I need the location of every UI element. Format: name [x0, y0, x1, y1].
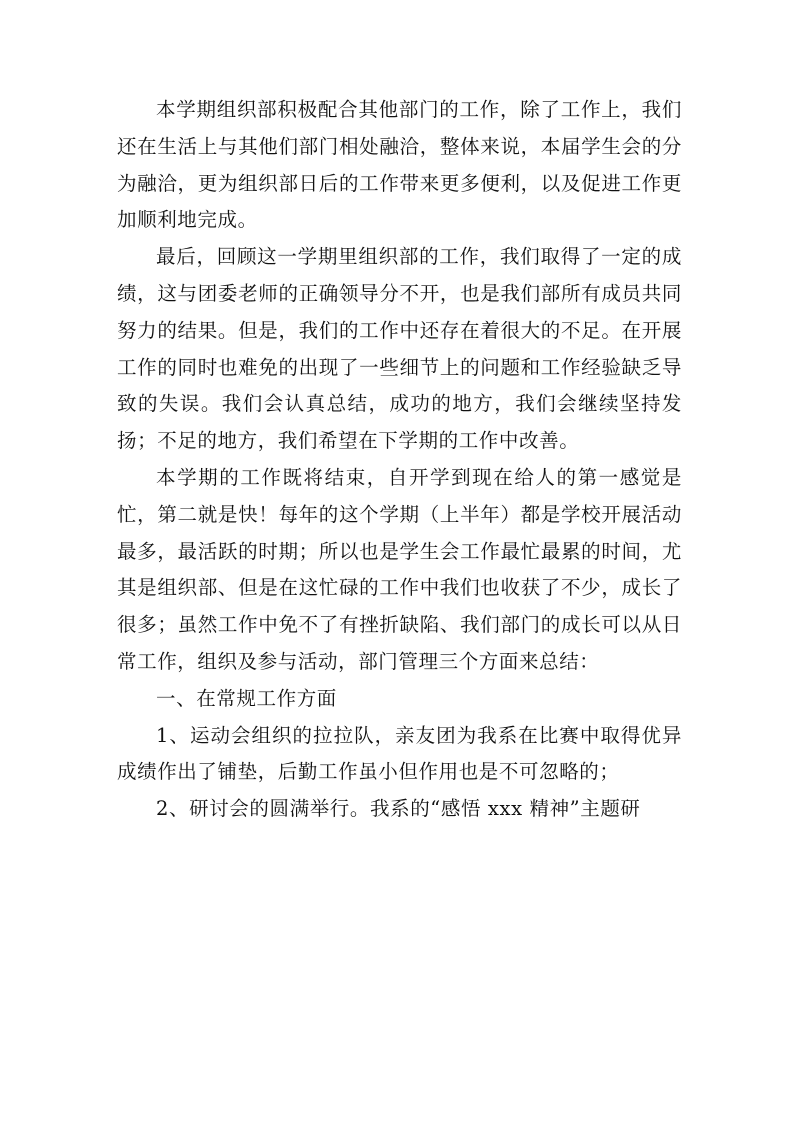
- list-item-sports-meeting: 1、运动会组织的拉拉队，亲友团为我系在比赛中取得优异成绩作出了铺垫，后勤工作虽小但作用也是不可忽略的；: [117, 723, 682, 784]
- paragraph-cooperation: 本学期组织部积极配合其他部门的工作，除了工作上，我们还在生活上与其他们部门相处融洽，整体来说，本届学生会的分为融洽，更为组织部日后的工作带来更多便利，以及促进工作更加顺利地完成。: [117, 98, 682, 232]
- paragraph-semester-summary: 本学期的工作既将结束，自开学到现在给人的第一感觉是忙，第二就是快！每年的这个学期（上半年）都是学校开展活动最多，最活跃的时期；所以也是学生会工作最忙最累的时间，尤其是组织部、但是在这忙碌的工作中我们也收获了不少，成长了很多；虽然工作中免不了有挫折缺陷、我们部门的成长可以从日常工作，组织及参与活动，部门管理三个方面来总结：: [117, 465, 682, 673]
- section-heading-routine-work: 一、在常规工作方面: [156, 686, 337, 710]
- paragraph-review: 最后，回顾这一学期里组织部的工作，我们取得了一定的成绩，这与团委老师的正确领导分不开，也是我们部所有成员共同努力的结果。但是，我们的工作中还存在着很大的不足。在开展工作的同时也难免的出现了一些细节上的问题和工作经验缺乏导致的失误。我们会认真总结，成功的地方，我们会继续坚持发扬；不足的地方，我们希望在下学期的工作中改善。: [117, 245, 682, 453]
- list-item-seminar: 2、研讨会的圆满举行。我系的“感悟 xxx 精神”主题研: [156, 797, 641, 821]
- document-body: [117, 92, 682, 828]
